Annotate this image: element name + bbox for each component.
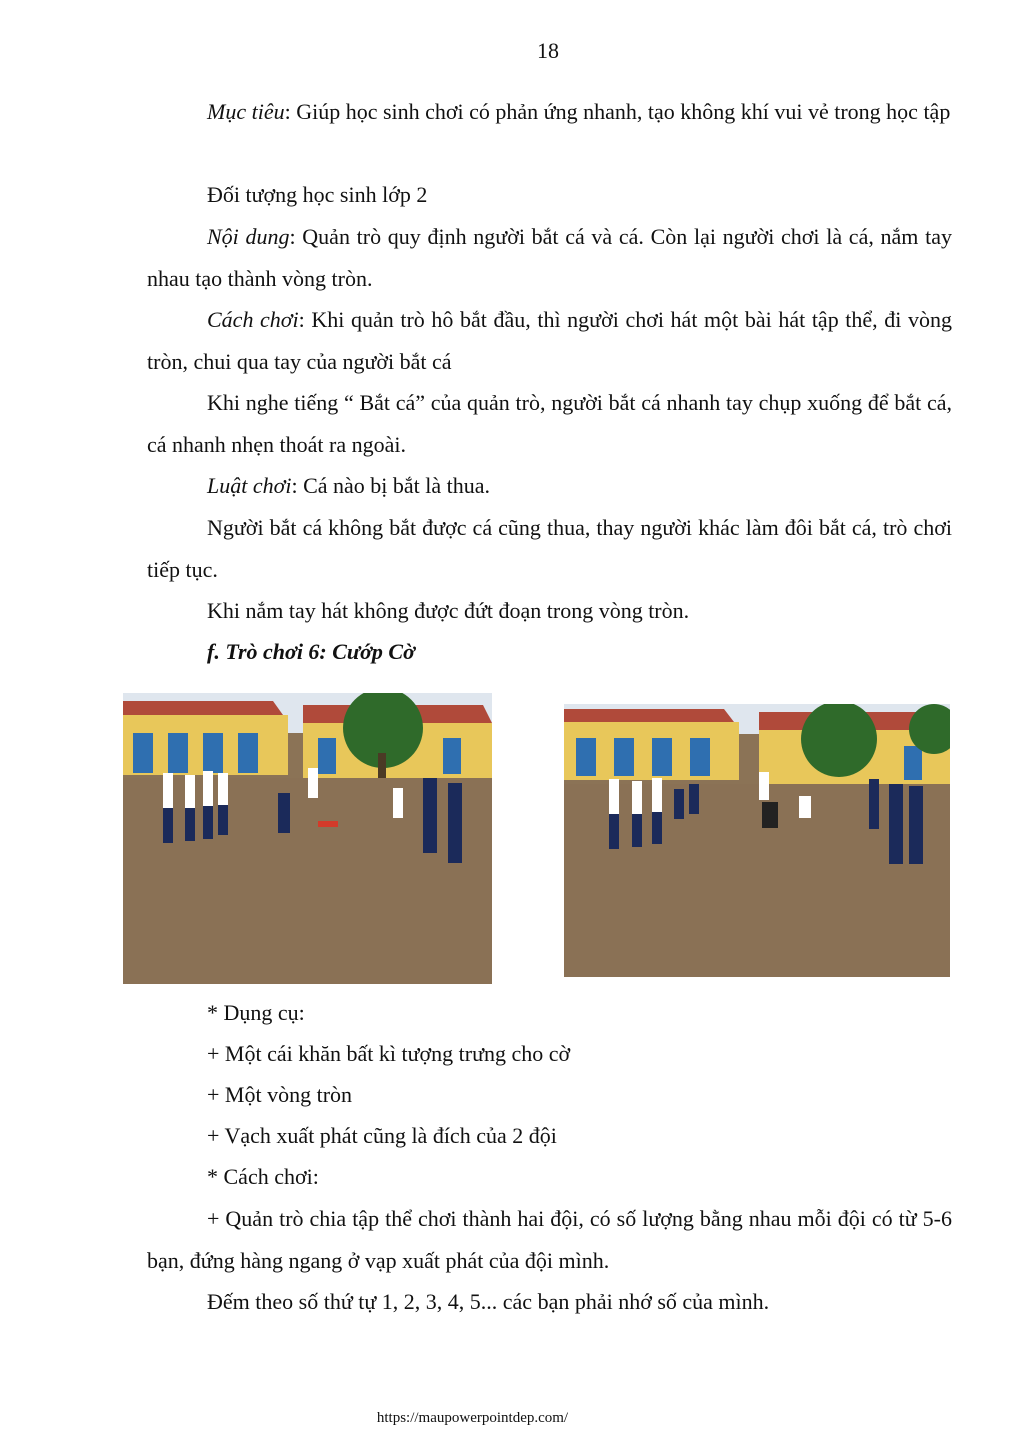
cach-choi-text: : Khi quản trò hô bắt đầu, thì người chơi hát một bài hát tập thể, đi vòng tròn, chui qua tay của người bắt cá (147, 307, 952, 374)
noi-dung-label: Nội dung (207, 224, 290, 249)
luat-choi-paragraph (147, 465, 952, 507)
game-photo-2 (564, 704, 950, 977)
quan-tro-paragraph: + Quản trò chia tập thể chơi thành hai đội, có số lượng bằng nhau mỗi đội có từ 5-6 bạn, đứng hàng ngang ở vạp xuất phát của đội mình. (147, 1206, 952, 1273)
nguoi-bat-ca-paragraph: Người bắt cá không bắt được cá cũng thua, thay người khác làm đôi bắt cá, trò chơi tiếp tục. (147, 515, 952, 582)
noi-dung-text: : Quản trò quy định người bắt cá và cá. Còn lại người chơi là cá, nắm tay nhau tạo thành vòng tròn. (147, 224, 952, 291)
luat-choi-text: : Cá nào bị bắt là thua. (291, 473, 491, 498)
page-number: 18 (537, 38, 559, 63)
muc-tieu-text: : Giúp học sinh chơi có phản ứng nhanh, tạo không khí vui vẻ trong học tập (284, 99, 951, 124)
list-item-3: + Vạch xuất phát cũng là đích của 2 đội (207, 1123, 557, 1148)
game-photo-1 (123, 693, 492, 984)
section-heading: f. Trò chơi 6: Cướp Cờ (207, 639, 415, 664)
list-item-2: + Một vòng tròn (207, 1082, 353, 1107)
khi-nam-tay-paragraph: Khi nắm tay hát không được đứt đoạn trong vòng tròn. (207, 598, 690, 623)
dung-cu-label: * Dụng cụ: (207, 1000, 305, 1025)
footer-url: https://maupowerpointdep.com/ (376, 1410, 569, 1426)
dem-so-paragraph: Đếm theo số thứ tự 1, 2, 3, 4, 5... các bạn phải nhớ số của mình. (207, 1289, 770, 1314)
cach-choi-2-label: * Cách chơi: (207, 1164, 319, 1189)
luat-choi-label: Luật chơi (207, 473, 292, 498)
cach-choi-label: Cách chơi (207, 307, 299, 332)
muc-tieu-paragraph (147, 91, 952, 133)
muc-tieu-label: Mục tiêu (207, 99, 285, 124)
list-item-1: + Một cái khăn bất kì tượng trưng cho cờ (207, 1041, 571, 1066)
cach-choi-paragraph (147, 299, 952, 382)
noi-dung-paragraph (147, 216, 952, 299)
khi-nghe-paragraph: Khi nghe tiếng “ Bắt cá” của quản trò, người bắt cá nhanh tay chụp xuống để bắt cá, cá nhanh nhẹn thoát ra ngoài. (147, 390, 952, 457)
doi-tuong-paragraph: Đối tượng học sinh lớp 2 (207, 182, 428, 207)
